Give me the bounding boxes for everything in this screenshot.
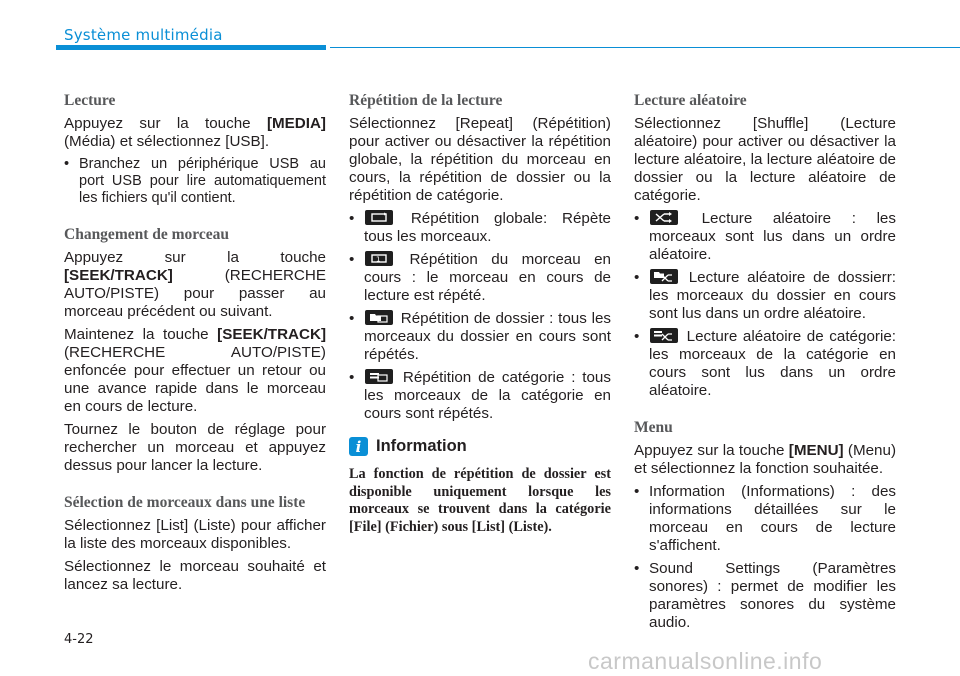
repeat-one-icon (365, 251, 393, 266)
bullet-dot: • (349, 210, 355, 227)
repeat-folder-icon (365, 310, 393, 325)
bullet-shuffle (634, 210, 896, 264)
text: (RECHERCHE AUTO/PISTE) pour passer au morceau précédent ou suivant. (64, 267, 326, 320)
bullet-repeat-one (349, 251, 611, 305)
column-left (64, 92, 326, 599)
repeat-category-icon (365, 369, 393, 384)
page-number: 4-22 (64, 632, 94, 647)
key-menu: [MENU] (788, 442, 844, 459)
paragraph-selection-1: Sélectionnez [List] (Liste) pour afficher la liste des morceaux disponibles. (64, 517, 326, 552)
text: Appuyez sur la touche (64, 249, 326, 266)
column-middle (349, 92, 611, 536)
heading-lecture: Lecture (64, 92, 116, 109)
text: Appuyez sur la touche (64, 115, 267, 132)
bullet-text: Lecture aléatoire de catégorie: les morceaux de la catégorie en cours sont lus dans un ordre aléatoire. (649, 328, 896, 399)
column-right (634, 92, 896, 637)
text: Maintenez la touche (64, 326, 218, 343)
text: (Média) et sélectionnez [USB]. (64, 133, 270, 150)
text: (RECHERCHE AUTO/PISTE) enfoncée pour effectuer un retour ou une avance rapide dans le morceau en cours de lecture. (64, 344, 326, 415)
repeat-all-icon (365, 210, 393, 225)
bullet-repeat-category (349, 369, 611, 423)
bullet-information (634, 483, 896, 555)
paragraph-changement-1 (64, 249, 326, 321)
header-rule-thin (330, 47, 960, 48)
paragraph-lecture (64, 115, 326, 151)
text: (Menu) et sélectionnez la fonction souhaitée. (634, 442, 896, 477)
bullet-dot: • (349, 251, 355, 268)
paragraph-repetition: Sélectionnez [Repeat] (Répétition) pour activer ou désactiver la répétition globale, la répétition du morceau en cours, la répétition de dossier ou la répétition de catégorie. (349, 115, 611, 204)
bullet-text: Lecture aléatoire de dossierr: les morceaux du dossier en cours sont lus dans un ordre aléatoire. (649, 269, 896, 322)
bullet-text: Information (Informations) : des informations détaillées sur le morceau en cours de lecture s'affichent. (649, 483, 896, 554)
heading-aleatoire: Lecture aléatoire (634, 92, 747, 109)
bullet-sound-settings (634, 560, 896, 632)
text: Appuyez sur la touche (634, 442, 789, 459)
bullet-dot: • (634, 269, 640, 286)
bullet-dot: • (349, 369, 355, 386)
shuffle-icon (650, 210, 678, 225)
bullet-text: Lecture aléatoire : les morceaux sont lus dans un ordre aléatoire. (649, 210, 896, 263)
heading-menu: Menu (634, 419, 673, 436)
paragraph-changement-2 (64, 326, 326, 416)
watermark: carmanualsonline.info (588, 648, 823, 674)
bullet-dot: • (634, 560, 640, 577)
paragraph-changement-3: Tournez le bouton de réglage pour rechercher un morceau et appuyez dessus pour lancer la lecture. (64, 421, 326, 474)
info-header (349, 437, 611, 456)
info-icon: i (349, 437, 368, 456)
bullet-text: Sound Settings (Paramètres sonores) : permet de modifier les paramètres sonores du système audio. (649, 560, 896, 631)
paragraph-menu (634, 442, 896, 478)
shuffle-folder-icon (650, 269, 678, 284)
bullet-shuffle-category (634, 328, 896, 400)
section-title: Système multimédia (64, 26, 223, 44)
bullet-dot: • (634, 328, 640, 345)
bullet-dot: • (64, 156, 70, 172)
paragraph-aleatoire: Sélectionnez [Shuffle] (Lecture aléatoire) pour activer ou désactiver la lecture aléatoire, la lecture aléatoire de dossier ou la lecture aléatoire de catégorie. (634, 115, 896, 204)
info-title: Information (376, 437, 467, 455)
bullet-text: Répétition de dossier : tous les morceaux du dossier en cours sont répétés. (364, 310, 611, 363)
bullet-dot: • (349, 310, 355, 327)
shuffle-category-icon (650, 328, 678, 343)
bullet-text: Répétition du morceau en cours : le morceau en cours de lecture est répété. (364, 251, 611, 304)
bullet-repeat-all (349, 210, 611, 246)
bullet-dot: • (634, 210, 640, 227)
header-rule-thick (56, 45, 326, 50)
heading-changement: Changement de morceau (64, 226, 230, 243)
bullet-dot: • (634, 483, 640, 500)
heading-selection: Sélection de morceaux dans une liste (64, 494, 306, 511)
bullet-repeat-folder (349, 310, 611, 364)
bullet-text: Répétition de catégorie : tous les morceaux de la catégorie en cours sont répétés. (364, 369, 611, 422)
bullet-shuffle-folder (634, 269, 896, 323)
key-seek-track: [SEEK/TRACK] (217, 326, 326, 343)
bullet-usb (64, 156, 326, 207)
bullet-text: Branchez un périphérique USB au port USB pour lire automatiquement les fichiers qu'il contient. (79, 156, 326, 206)
heading-repetition: Répétition de la lecture (349, 92, 503, 109)
bullet-text: Répétition globale: Répète tous les morceaux. (364, 210, 611, 245)
key-media: [MEDIA] (266, 115, 326, 132)
paragraph-selection-2: Sélectionnez le morceau souhaité et lancez sa lecture. (64, 558, 326, 593)
svg-text:1: 1 (376, 255, 381, 264)
key-seek-track: [SEEK/TRACK] (64, 267, 173, 284)
info-text: La fonction de répétition de dossier est disponible uniquement lorsque les morceaux se trouvent dans la catégorie [File] (Fichier) sous [List] (Liste). (349, 466, 611, 535)
